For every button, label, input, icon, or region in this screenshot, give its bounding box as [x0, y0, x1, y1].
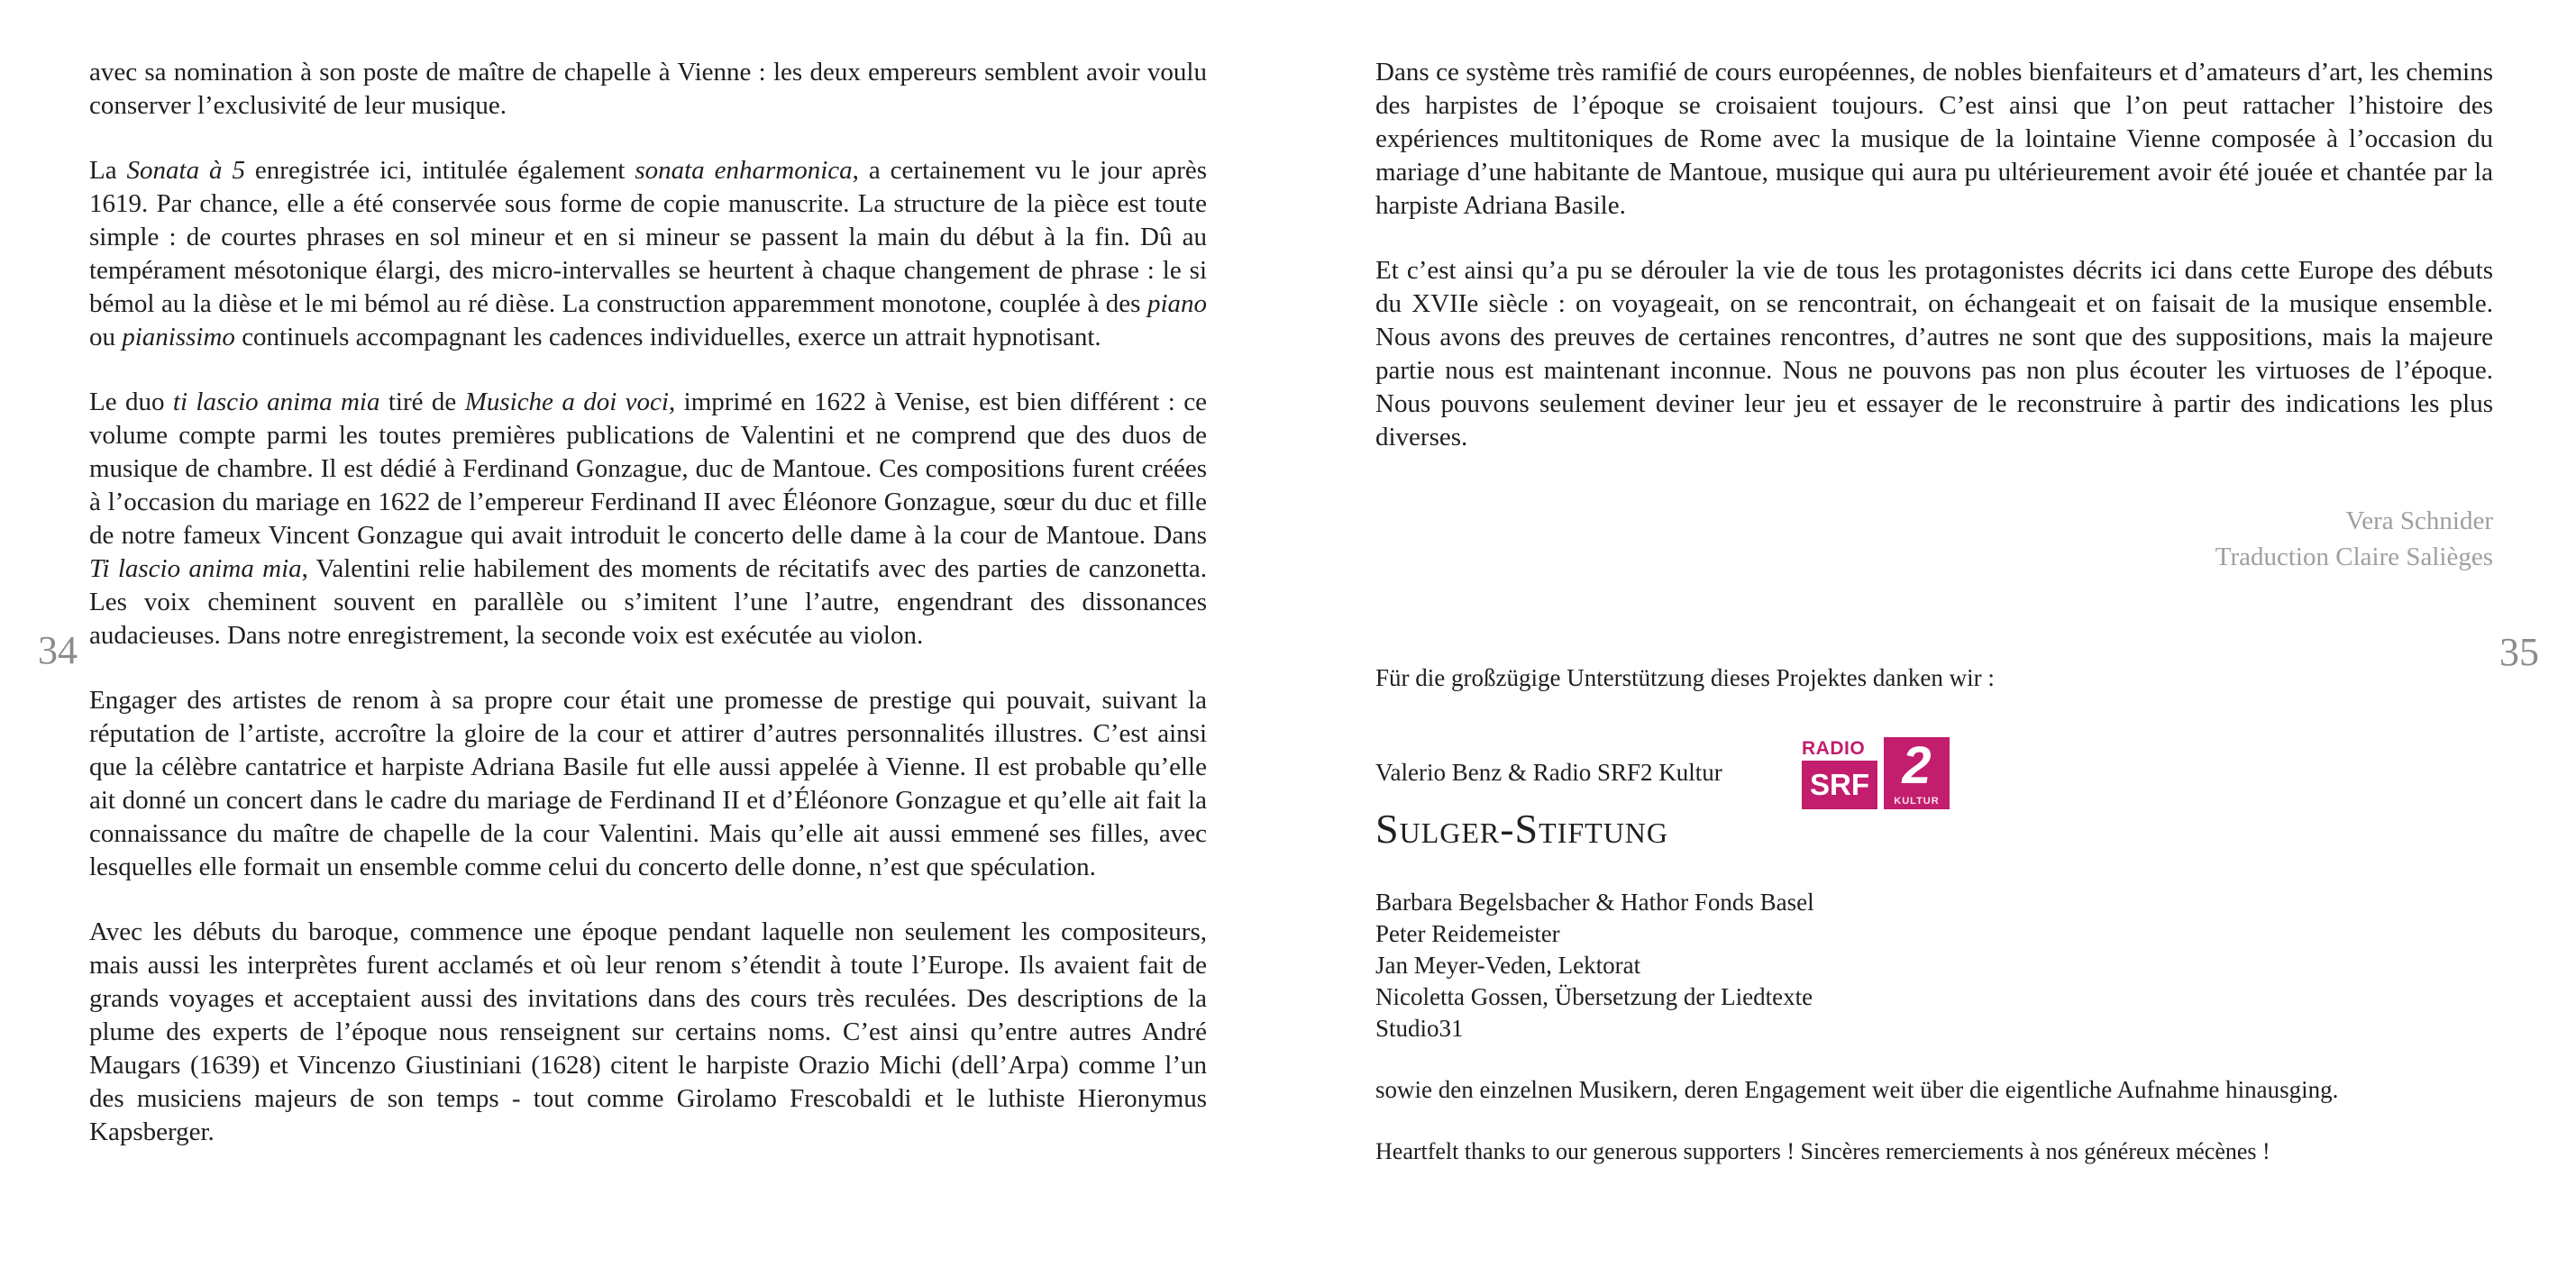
page-number-right: 35: [2499, 630, 2539, 674]
srf-logo-gap: [1877, 737, 1884, 809]
left-text-column: [89, 56, 1207, 1181]
srf-logo-srf-label: SRF: [1802, 761, 1877, 809]
paragraph: Dans ce système très ramifié de cours européennes, de nobles bienfaiteurs et d’amateurs d’art, les chemins des harpistes de l’époque se croisaient toujours. C’est ainsi que l’on peut rattacher l’histoire des expériences multitoniques de Rome avec la musique de la lointaine Vienne composée à l’occasion du mariage d’une habitante de Mantoue, musique qui aura pu ultérieurement avoir été jouée et chantée par la harpiste Adriana Basile.: [1375, 58, 2493, 220]
heartfelt-thanks-line: Heartfelt thanks to our generous supporters ! Sincères remerciements à nos généreux mécènes !: [1375, 1138, 2270, 1164]
credit-line: Jan Meyer-Veden, Lektorat: [1375, 952, 1641, 979]
paragraph: Avec les débuts du baroque, commence une époque pendant laquelle non seulement les compositeurs, mais aussi les interprètes furent acclamés et où leur renom s’étendit à toute l’Europe. Ils avaient fait de grands voyages et acceptaient aussi des invitations dans des cours très reculées. Des descriptions de la plume des experts de l’époque nous renseignent sur certains noms. C’est ainsi qu’entre autres André Maugars (1639) et Vincenzo Giustiniani (1628) citent le harpiste Orazio Michi (dell’Arpa) comme l’un des musiciens majeurs de son temps - tout comme Girolamo Frescobaldi et le luthiste Hieronymus Kapsberger.: [89, 917, 1207, 1146]
page-34: [89, 0, 1207, 1277]
srf-logo-left-tile: [1802, 737, 1877, 809]
radio-srf2-kultur-logo: [1802, 737, 1950, 809]
paragraph: Le duo ti lascio anima mia tiré de Musiche a doi voci, imprimé en 1622 à Venise, est bien différent : ce volume compte parmi les toutes premières publications de Valentini et ne comprend que des duos de musique de chambre. Il est dédié à Ferdinand Gonzague, duc de Mantoue. Ces compositions furent créées à l’occasion du mariage en 1622 de l’empereur Ferdinand II avec Éléonore Gonzague, sœur du duc et fille de notre fameux Vincent Gonzague qui avait introduit le concerto delle dame à la cour de Mantoue. Dans Ti lascio anima mia, Valentini relie habilement des moments de récitatifs avec des parties de canzonetta. Les voix cheminent souvent en parallèle ou s’imitent l’une l’autre, engendrant des dissonances audacieuses. Dans notre enregistrement, la seconde voix est exécutée au violon.: [89, 388, 1207, 650]
sponsor-sulger-stiftung: Sulger-Stiftung: [1375, 806, 1669, 852]
right-text-column: [1375, 56, 2493, 486]
sponsor-srf-line: Valerio Benz & Radio SRF2 Kultur: [1375, 759, 1722, 786]
signature-block: [2215, 503, 2493, 575]
paragraph: avec sa nomination à son poste de maître de chapelle à Vienne : les deux empereurs semblent avoir voulu conserver l’exclusivité de leur musique.: [89, 58, 1207, 120]
paragraph: La Sonata à 5 enregistrée ici, intitulée également sonata enharmonica, a certainement vu le jour après 1619. Par chance, elle a été conservée sous forme de copie manuscrite. La structure de la pièce est toute simple : de courtes phrases en sol mineur et en si mineur se passent la main du début à la fin. Dû au tempérament mésotonique élargi, des micro-intervalles se heurtent à chaque changement de phrase : le si bémol au la dièse et le mi bémol au ré dièse. La construction apparemment monotone, couplée à des piano ou pianissimo continuels accompagnant les cadences individuelles, exerce un attrait hypnotisant.: [89, 156, 1208, 351]
srf-logo-kultur-label: KULTUR: [1894, 796, 1940, 807]
paragraph: Engager des artistes de renom à sa propre cour était une promesse de prestige qui pouvait, suivant la réputation de l’artiste, accroître la gloire de la cour et attirer d’autres personnalités illustres. C’est ainsi que la célèbre cantatrice et harpiste Adriana Basile fut elle aussi appelée à Vienne. Il est probable qu’elle ait donné un concert dans le cadre du mariage de Ferdinand II et d’Éléonore Gonzague et qu’elle ait fait la connaissance du maître de chapelle de la cour Valentini. Mais qu’elle ait aussi emmené ses filles, avec lesquelles elle formait un ensemble comme celui du concerto delle donne, n’est que spéculation.: [89, 686, 1207, 881]
musicians-thanks-line: sowie den einzelnen Musikern, deren Engagement weit über die eigentliche Aufnahme hinausging.: [1375, 1076, 2339, 1103]
page-35: [1375, 0, 2493, 1277]
paragraph: Et c’est ainsi qu’a pu se dérouler la vie de tous les protagonistes décrits ici dans cette Europe des débuts du XVIIe siècle : on voyageait, on se rencontrait, on échangeait et on faisait de la musique ensemble. Nous avons des preuves de certaines rencontres, d’autres ne sont que des suppositions, mais la majeure partie nous est maintenant inconnue. Nous ne pouvons pas non plus écouter les virtuoses de l’époque. Nous pouvons seulement deviner leur jeu et essayer de le reconstruire à partir des indications les plus diverses.: [1375, 256, 2493, 452]
srf-logo-right-tile: [1884, 737, 1950, 809]
thanks-intro-line: Für die großzügige Unterstützung dieses Projektes danken wir :: [1375, 664, 1995, 691]
page-number-left: 34: [38, 628, 78, 672]
credit-line: Barbara Begelsbacher & Hathor Fonds Basel: [1375, 889, 1814, 916]
credit-line: Studio31: [1375, 1015, 1464, 1042]
srf-logo-two-label: 2: [1902, 736, 1932, 795]
credit-line: Peter Reidemeister: [1375, 920, 1560, 947]
credit-line: Nicoletta Gossen, Übersetzung der Liedtexte: [1375, 983, 1813, 1010]
author-name: Vera Schnider: [2345, 506, 2493, 535]
credits-list: [1375, 887, 1814, 1044]
srf-logo-radio-label: RADIO: [1802, 737, 1877, 761]
translation-credit: Traduction Claire Salièges: [2215, 543, 2493, 571]
